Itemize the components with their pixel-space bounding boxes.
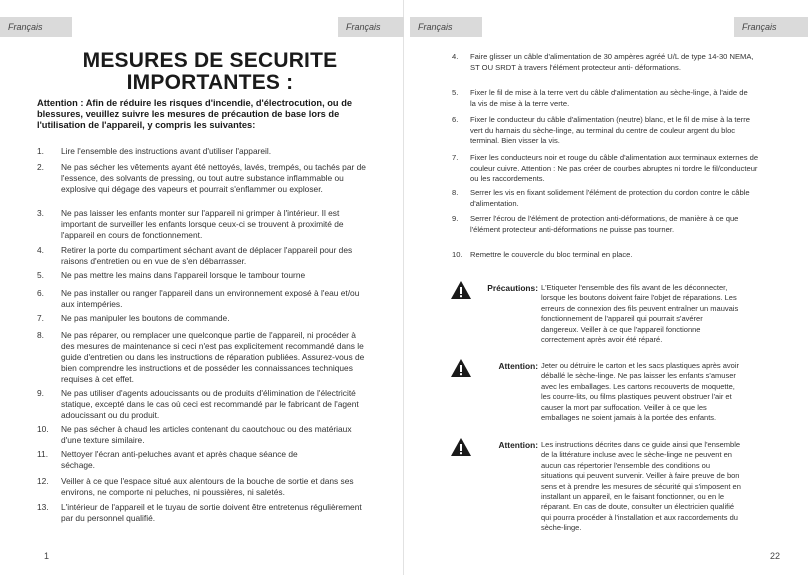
right-page <box>404 0 808 575</box>
item-number: 4. <box>37 245 44 255</box>
item-text: Veiller à ce que l'espace situé aux alentours de la bouche de sortie et dans ses environs, ne comporte ni peluches, ni poussières, ni saletés. <box>61 476 354 497</box>
warning-text: Jeter ou détruire le carton et les sacs plastiques après avoir déballé le sèche-linge. Ne pas laisser les enfants s'amuser avec les emballages. Les cartons recouverts de moquette, les courre-lits, ou films plastiques peuvent obstruer l'air et causer la mort par suffocation. Veiller à ce que les emballages ne soient jamais à la portée des enfants. <box>541 361 740 423</box>
item-text: Ne pas utiliser d'agents adoucissants ou de produits d'élimination de l'électricité statique, excepté dans le cas où ceci est recommandé par le fabricant de l'agent adoucissant ou du produit. <box>61 388 359 420</box>
item-text: Ne pas sécher les vêtements ayant été nettoyés, lavés, trempés, ou tachés par de l'essence, des solvants de pressing, ou tout autre substance inflammable ou explosive qui dégage des vapeurs et pourrait s'enflammer ou exploser. <box>61 162 366 194</box>
item-number: 5. <box>452 88 459 97</box>
item-text: Ne pas mettre les mains dans l'appareil lorsque le tambour tourne <box>61 270 306 280</box>
header-language-tab: Français <box>734 17 808 37</box>
item-text: Fixer les conducteurs noir et rouge du câble d'alimentation aux terminaux externes de couleur cuivre. Attention : Ne pas créer de courbes abruptes ni tordre le fil/conducteur ou les raccordements. <box>470 153 759 184</box>
warning-text: L'Etiqueter l'ensemble des fils avant de les déconnecter, lorsque les boutons doivent faire l'objet de réparations. Les erreurs de connexion des fils peuvent entraîner un mauvais fonctionnement de l'appareil qui pourrait s'avérer dangereux. Veiller à ce que l'appareil fonctionne correctement après avoir été réparé. <box>541 283 739 345</box>
item-number: 9. <box>452 214 459 223</box>
item-number: 1. <box>37 146 44 156</box>
item-number: 8. <box>37 330 44 340</box>
warning-label: Attention: <box>498 440 538 450</box>
item-number: 13. <box>37 502 49 512</box>
item-text: Ne pas sécher à chaud les articles contenant du caoutchouc ou des matériaux d'une texture similaire. <box>61 424 352 445</box>
title-line-1: MESURES DE SECURITE <box>82 49 338 72</box>
warning-text: Les instructions décrites dans ce guide ainsi que l'ensemble de la littérature incluse avec le sèche-linge ne peuvent en aucun cas répertorier l'ensemble des conditions ou situations qui peuvent survenir. Veiller à faire preuve de bon sens et à prendre les mesures de sécurité qui s'imposent en installant un appareil, en le faisant fonctionner, ou en le réparant. En cas de doute, consulter un électricien qualifié qui pourra procéder à l'installation et aux raccordements du sèche-linge. <box>541 440 741 533</box>
intro-warning: Attention : Afin de réduire les risques d'incendie, d'électrocution, ou de blessures, veuillez suivre les mesures de précaution de base lors de l'utilisation de l'appareil, y compris les suivantes: <box>37 98 353 130</box>
attention-warning <box>450 358 780 438</box>
item-text: Ne pas laisser les enfants monter sur l'appareil ni grimper à l'intérieur. Il est important de surveiller les enfants lorsque ceux-ci se trouvent à proximité de l'appareil en cours de fonctionnement. <box>61 208 344 240</box>
precautions-warning <box>450 280 780 360</box>
item-number: 9. <box>37 388 44 398</box>
item-text: Serrer les vis en fixant solidement l'élément de protection du cordon contre le câble d'alimentation. <box>470 188 750 208</box>
warning-triangle-icon <box>450 437 472 457</box>
warning-label: Précautions: <box>487 283 538 293</box>
item-number: 11. <box>37 449 49 459</box>
item-text: L'intérieur de l'appareil et le tuyau de sortie doivent être entretenus régulièrement par du personnel qualifié. <box>61 502 362 523</box>
item-number: 8. <box>452 188 459 197</box>
page-title <box>40 50 380 94</box>
language-tab: Français <box>410 17 482 37</box>
item-number: 12. <box>37 476 49 486</box>
item-number: 5. <box>37 270 44 280</box>
item-text: Ne pas installer ou ranger l'appareil dans un environnement exposé à l'eau et/ou aux intempéries. <box>61 288 360 309</box>
item-text: Fixer le fil de mise à la terre vert du câble d'alimentation au sèche-linge, à l'aide de la vis de mise à la terre verte. <box>470 88 748 108</box>
item-text: Nettoyer l'écran anti-peluches avant et après chaque séance de séchage. <box>61 449 298 470</box>
item-text: Remettre le couvercle du bloc terminal en place. <box>470 250 633 259</box>
item-number: 10. <box>452 250 463 259</box>
page-number: 1 <box>44 551 50 561</box>
item-number: 3. <box>37 208 44 218</box>
item-number: 6. <box>37 288 44 298</box>
header-language-tab: Français <box>338 17 404 37</box>
item-text: Ne pas manipuler les boutons de commande. <box>61 313 230 323</box>
attention-warning <box>450 437 780 547</box>
title-line-2: IMPORTANTES : <box>126 71 294 94</box>
item-number: 7. <box>37 313 44 323</box>
language-tab: Français <box>0 17 72 37</box>
warning-label: Attention: <box>498 361 538 371</box>
item-number: 2. <box>37 162 44 172</box>
item-number: 6. <box>452 115 459 124</box>
item-text: Faire glisser un câble d'alimentation de 30 ampères agréé U/L de type 14-30 NEMA, ST OU SRDT à travers l'élément protecteur anti- déformations. <box>470 52 754 72</box>
page-number: 22 <box>769 551 780 561</box>
item-number: 7. <box>452 153 459 162</box>
item-text: Ne pas réparer, ou remplacer une quelconque partie de l'appareil, ni procéder à des mesures de maintenance si ceci n'est pas explicitement recommandé dans le guide d'entretien ou dans les instructions de réparation publiées. Assurez-vous de bien comprendre les instructions et de posséder les connaissances techniques requises à cet effet. <box>61 330 365 384</box>
item-text: Fixer le conducteur du câble d'alimentation (neutre) blanc, et le fil de mise à la terre vert du harnais du sèche-linge, au terminal du centre de couleur argent du bloc terminal. Bien visser la vis. <box>470 115 751 146</box>
warning-triangle-icon <box>450 358 472 378</box>
item-text: Retirer la porte du compartiment séchant avant de déplacer l'appareil pour des raisons d'entretien ou en vue de s'en débarrasser. <box>61 245 353 266</box>
warning-triangle-icon <box>450 280 472 300</box>
item-number: 10. <box>37 424 49 434</box>
item-text: Serrer l'écrou de l'élément de protection anti-déformations, de manière à ce que l'élément protecteur anti-déformations ne puisse pas tourner. <box>470 214 739 234</box>
item-number: 4. <box>452 52 459 61</box>
item-text: Lire l'ensemble des instructions avant d'utiliser l'appareil. <box>61 146 272 156</box>
